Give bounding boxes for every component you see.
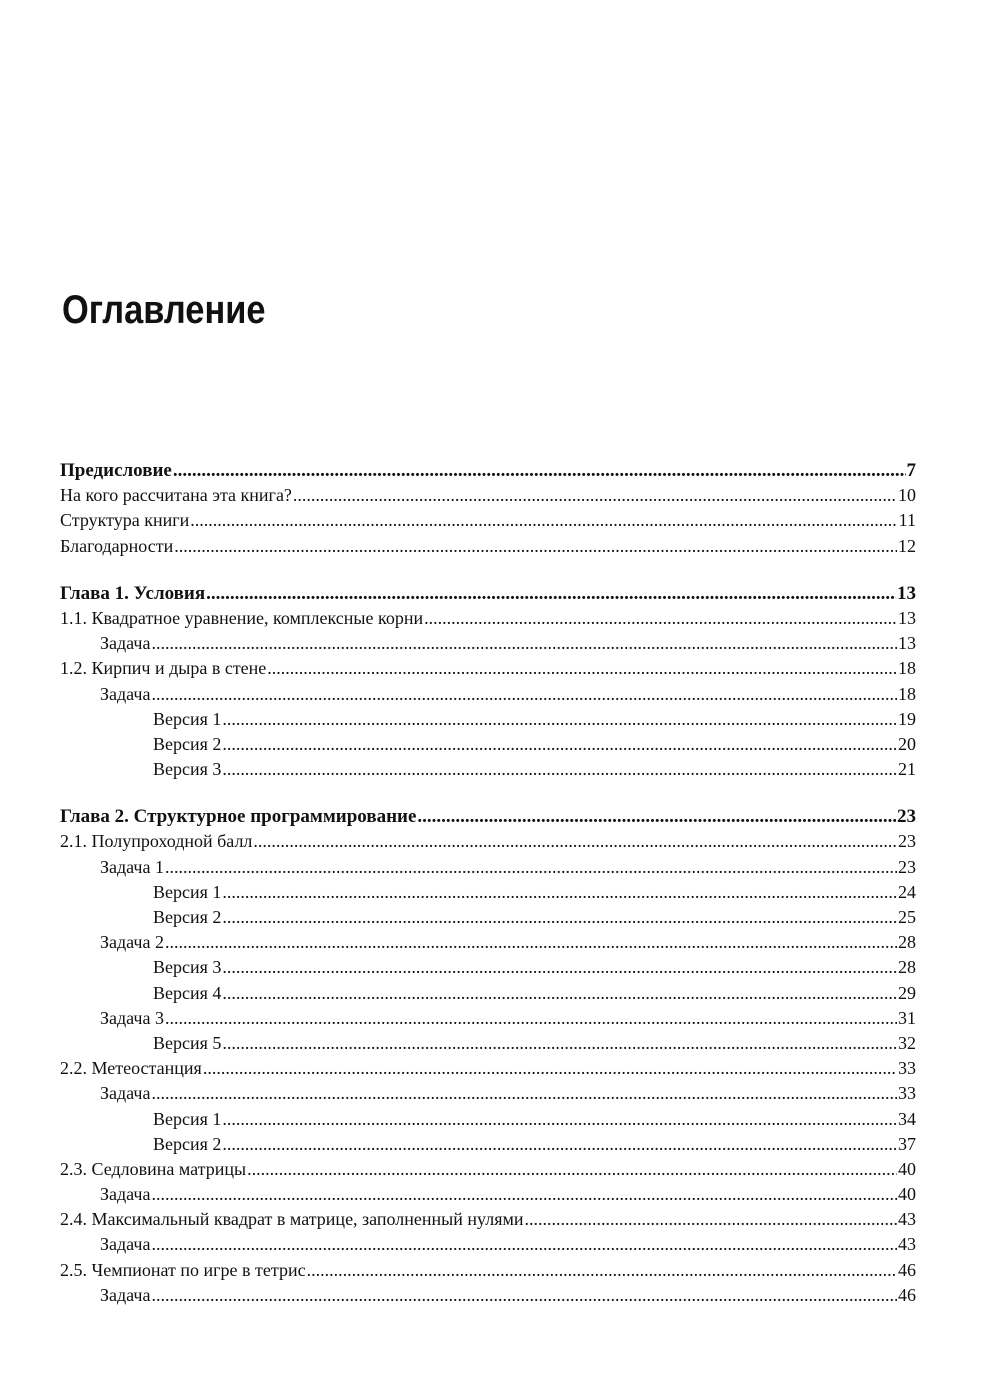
toc-entry[interactable]	[60, 1031, 916, 1056]
toc-entry-label: Версия 4	[153, 982, 222, 1003]
toc-dot-leader	[222, 955, 897, 980]
toc-dot-leader	[190, 508, 897, 533]
toc-entry[interactable]	[60, 631, 916, 656]
toc-page-number: 23	[897, 806, 916, 828]
toc-dot-leader	[417, 804, 896, 829]
toc-page-number: 11	[898, 510, 916, 531]
toc-entry[interactable]	[60, 1157, 916, 1182]
toc-page-number: 43	[898, 1234, 916, 1255]
toc-page-number: 21	[898, 759, 916, 780]
toc-entry[interactable]	[60, 757, 916, 782]
toc-entry[interactable]	[60, 880, 916, 905]
toc-entry[interactable]	[60, 534, 916, 559]
toc-dot-leader	[222, 732, 897, 757]
toc-entry-label: Задача 2	[100, 932, 164, 953]
toc-entry[interactable]	[60, 1258, 916, 1283]
toc-dot-leader	[222, 707, 897, 732]
toc-entry-label: Глава 2. Структурное программирование	[60, 806, 417, 828]
toc-entry-label: Версия 5	[153, 1032, 222, 1053]
toc-dot-leader	[203, 1056, 897, 1081]
toc-entry-label: Версия 1	[153, 881, 222, 902]
toc-entry[interactable]	[60, 656, 916, 681]
toc-entry-label: 1.1. Квадратное уравнение, комплексные корни	[60, 607, 424, 628]
toc-entry[interactable]	[60, 1207, 916, 1232]
toc-entry-label: На кого рассчитана эта книга?	[60, 485, 292, 506]
toc-page-number: 33	[898, 1058, 916, 1079]
toc-entry-label: Задача	[100, 633, 151, 654]
toc-page-number: 23	[898, 831, 916, 852]
toc-entry-label: Задача 1	[100, 856, 164, 877]
toc-page-number: 46	[898, 1284, 916, 1305]
toc-entry[interactable]	[60, 682, 916, 707]
toc-page-number: 34	[898, 1108, 916, 1129]
toc-dot-leader	[222, 981, 897, 1006]
toc-entry[interactable]	[60, 829, 916, 854]
toc-page-number: 10	[898, 485, 916, 506]
toc-page-number: 7	[906, 460, 916, 481]
toc-page-number: 33	[898, 1083, 916, 1104]
toc-page-number: 13	[897, 582, 916, 604]
toc-page-number: 28	[898, 932, 916, 953]
toc-dot-leader	[222, 1132, 897, 1157]
toc-dot-leader	[222, 1031, 897, 1056]
toc-entry-label: 2.2. Метеостанция	[60, 1058, 202, 1079]
toc-entry[interactable]	[60, 1283, 916, 1308]
toc-entry-label: Версия 2	[153, 907, 222, 927]
toc-dot-leader	[151, 1081, 897, 1106]
toc-entry-label: Задача	[100, 1284, 151, 1305]
toc-entry[interactable]	[60, 855, 916, 880]
toc-dot-leader	[151, 631, 897, 656]
toc-page-number: 43	[898, 1209, 916, 1230]
toc-entry-label: Версия 3	[153, 957, 222, 978]
toc-page-number: 18	[898, 683, 916, 704]
toc-page-number: 13	[898, 633, 916, 654]
toc-dot-leader	[525, 1207, 897, 1232]
toc-entry-label: 2.1. Полупроходной балл	[60, 831, 253, 852]
toc-page-number: 28	[898, 957, 916, 978]
toc-dot-leader	[222, 880, 897, 905]
toc-dot-leader	[174, 534, 897, 559]
toc-entry[interactable]	[60, 707, 916, 732]
toc-dot-leader	[151, 1232, 897, 1257]
toc-entry-label: Версия 2	[153, 1133, 222, 1154]
toc-entry[interactable]	[60, 508, 916, 533]
toc-dot-leader	[293, 483, 897, 508]
toc-entry-label: Благодарности	[60, 535, 174, 556]
toc-entry[interactable]	[60, 581, 916, 606]
toc-entry[interactable]	[60, 732, 916, 757]
toc-page-number: 13	[898, 607, 916, 628]
toc-dot-leader	[307, 1258, 897, 1283]
toc-entry[interactable]	[60, 606, 916, 631]
toc-page-number: 24	[898, 881, 916, 902]
toc-entry[interactable]	[60, 1107, 916, 1132]
toc-dot-leader	[151, 1182, 897, 1207]
toc-dot-leader	[151, 1283, 897, 1308]
toc-dot-leader	[222, 757, 897, 782]
toc-page-number: 32	[898, 1032, 916, 1053]
toc-page-number: 19	[898, 708, 916, 729]
toc-entry-label: Задача	[100, 1234, 151, 1255]
toc-dot-leader	[222, 905, 897, 930]
toc-entry[interactable]	[60, 1182, 916, 1207]
toc-entry-label: Задача 3	[100, 1007, 164, 1028]
toc-page-number: 40	[898, 1158, 916, 1179]
toc-entry-label: Версия 1	[153, 708, 222, 729]
toc-page-number: 29	[898, 982, 916, 1003]
toc-dot-leader	[165, 855, 897, 880]
toc-entry-label: Глава 1. Условия	[60, 582, 206, 604]
toc-entry[interactable]	[60, 955, 916, 980]
toc-entry-label: 2.3. Седловина матрицы	[60, 1158, 247, 1179]
toc-entry-label: Задача	[100, 1184, 151, 1205]
toc-page-number: 12	[898, 535, 916, 556]
toc-entry[interactable]	[60, 930, 916, 955]
toc-page-number: 31	[898, 1007, 916, 1028]
toc-entry-label: Версия 2	[153, 733, 222, 754]
toc-entry[interactable]	[60, 458, 916, 483]
toc-entry-label: 2.5. Чемпионат по игре в тетрис	[60, 1259, 306, 1280]
toc-dot-leader	[424, 606, 897, 631]
toc-dot-leader	[165, 930, 897, 955]
toc-entry[interactable]	[60, 1006, 916, 1031]
toc-entry-label: Структура книги	[60, 510, 190, 531]
toc-entry[interactable]	[60, 483, 916, 508]
toc-entry[interactable]	[60, 1081, 916, 1106]
toc-entry-label: 2.4. Максимальный квадрат в матрице, заполненный нулями	[60, 1209, 524, 1230]
toc-page-number: 18	[898, 658, 916, 679]
toc-dot-leader	[173, 458, 906, 483]
toc-page-number: 37	[898, 1133, 916, 1154]
toc-page-number: 23	[898, 856, 916, 877]
toc-entry[interactable]	[60, 1232, 916, 1257]
toc-dot-leader	[267, 656, 897, 681]
toc-dot-leader	[151, 682, 897, 707]
toc-dot-leader	[165, 1006, 897, 1031]
toc-entry-label: Предисловие	[60, 460, 172, 481]
toc-entry-label: Задача	[100, 1083, 151, 1104]
toc-dot-leader	[253, 829, 897, 854]
toc-dot-leader	[222, 1107, 897, 1132]
toc-entry-label: Версия 1	[153, 1108, 222, 1129]
toc-entry-label: 1.2. Кирпич и дыра в стене	[60, 658, 267, 679]
toc-dot-leader	[206, 581, 896, 606]
toc-page-number: 46	[898, 1259, 916, 1280]
toc-page-number: 40	[898, 1184, 916, 1205]
toc-entry[interactable]	[60, 804, 916, 829]
toc-page-number: 25	[898, 907, 916, 927]
toc-entry[interactable]	[60, 905, 916, 930]
toc-entry[interactable]	[60, 1132, 916, 1157]
toc-dot-leader	[247, 1157, 897, 1182]
toc-entry[interactable]	[60, 981, 916, 1006]
toc-entry-label: Версия 3	[153, 759, 222, 780]
toc-entry-label: Задача	[100, 683, 151, 704]
toc-entry[interactable]	[60, 1056, 916, 1081]
toc-page-number: 20	[898, 733, 916, 754]
table-of-contents	[60, 458, 916, 1308]
page-title: Оглавление	[62, 288, 266, 332]
